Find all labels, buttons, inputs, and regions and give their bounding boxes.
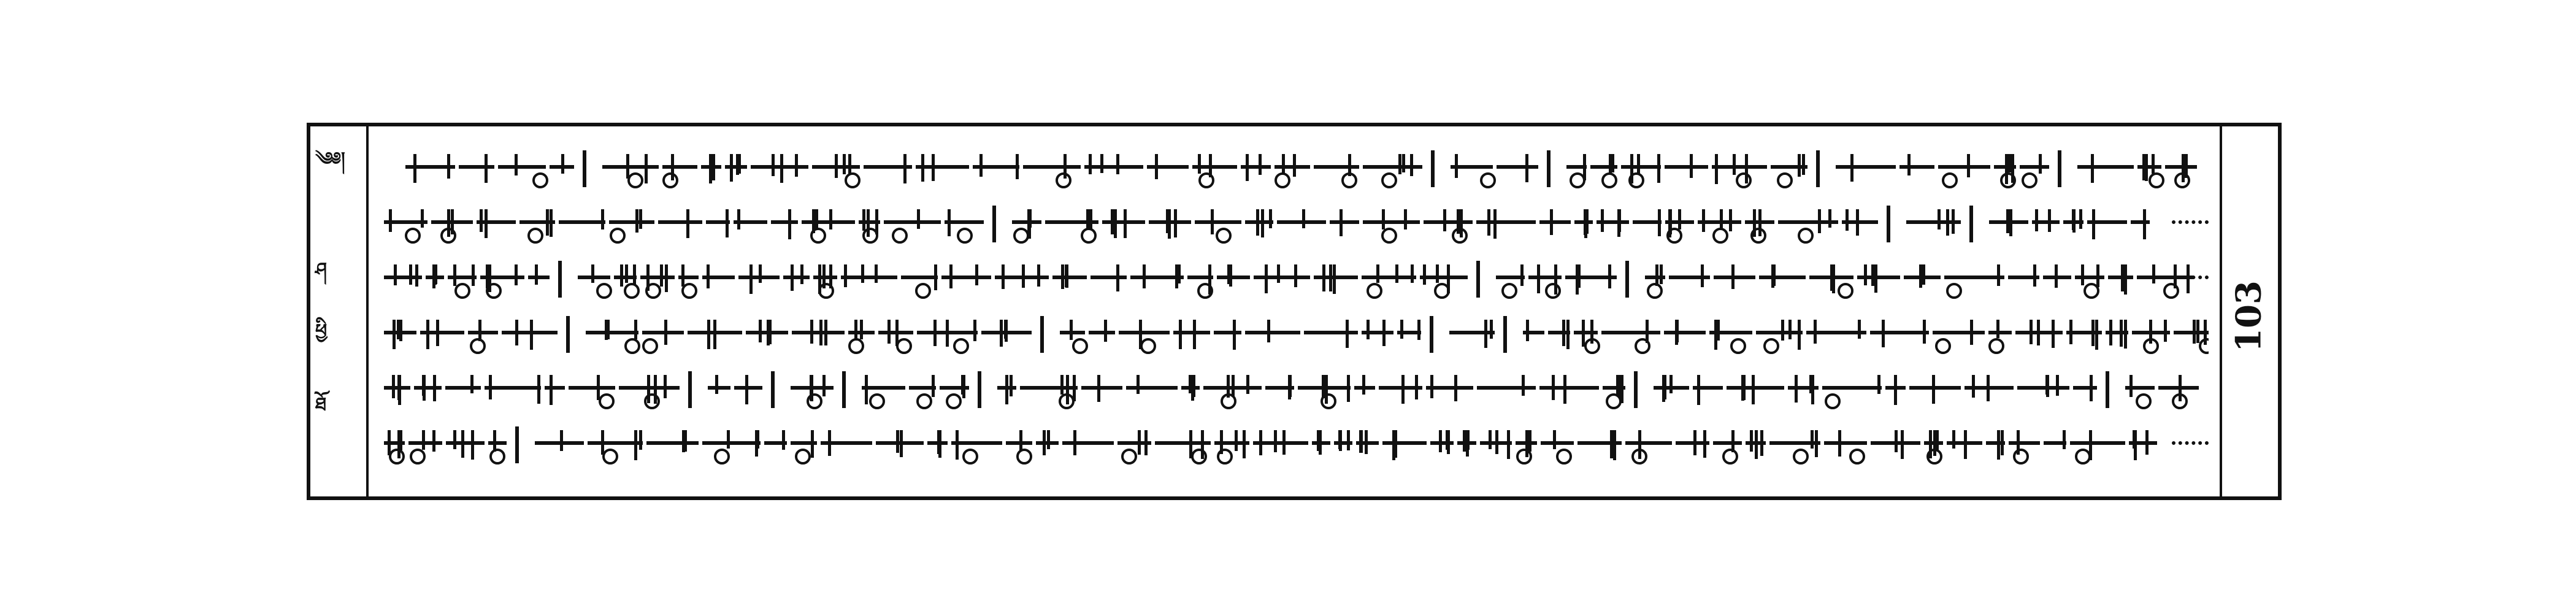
left-margin: [310, 126, 369, 496]
margin-label-3: ཕྱི: [315, 320, 328, 342]
text-line-6: [381, 418, 2209, 473]
margin-label-1: ༄༅།: [315, 148, 345, 170]
page-number: 103: [2228, 280, 2269, 353]
tibetan-text-block: [381, 142, 2209, 485]
text-line-4: [381, 307, 2209, 363]
text-line-5: [381, 363, 2209, 418]
margin-label-2: ཤ: [315, 259, 327, 280]
text-line-3: [381, 252, 2209, 307]
margin-label-4: ཐོ: [315, 394, 327, 415]
manuscript-folio: [307, 123, 2282, 500]
right-margin: [2220, 126, 2278, 496]
text-line-1: [381, 142, 2209, 197]
text-line-2: [381, 197, 2209, 252]
